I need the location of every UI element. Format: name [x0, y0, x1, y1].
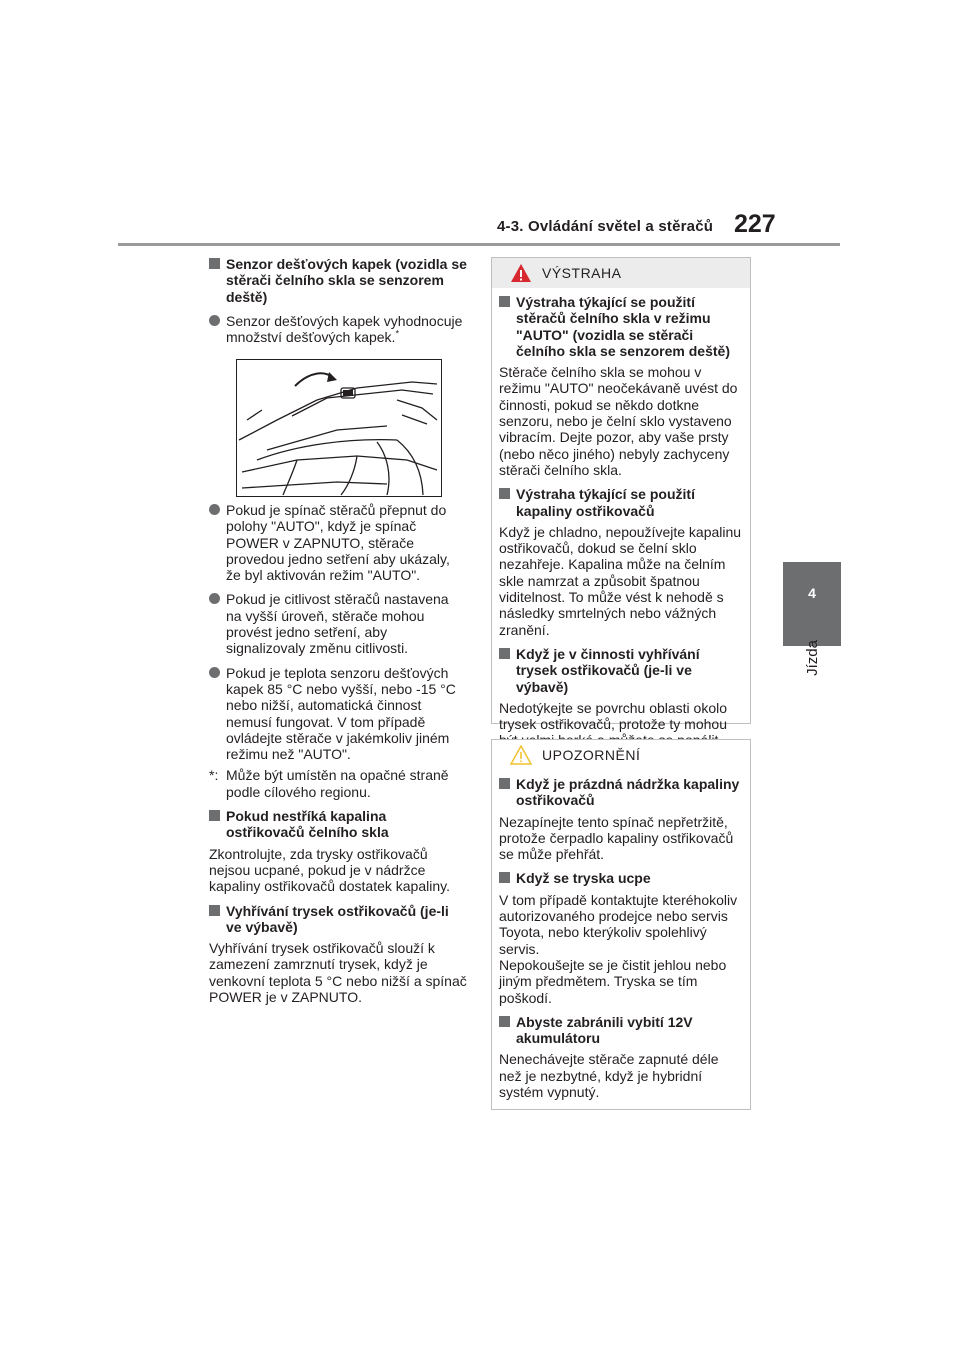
bullet-item: Pokud je spínač stěračů přepnut do polohy "AUTO", když je spínač POWER v ZAPNUTO, stěrače provedou jedno setření aby ukázaly, že byl aktivován režim "AUTO". — [209, 502, 467, 583]
warning-heading: Výstraha týkající se použití kapaliny ostřikovačů — [499, 486, 743, 519]
notice-paragraph: V tom případě kontaktujte kteréhokoliv autorizovaného prodejce nebo servis Toyota, nebo kterýkoliv spolehlivý servis. — [499, 891, 738, 957]
notice-content — [499, 776, 743, 1100]
square-bullet-icon — [209, 258, 220, 269]
round-bullet-icon — [209, 593, 220, 604]
square-bullet-icon — [499, 1016, 510, 1027]
warning-header — [492, 258, 750, 288]
heading-nozzle-heating: Vyhřívání trysek ostřikovačů (je-li ve výbavě) — [209, 903, 467, 936]
warning-heading: Když je v činnosti vyhřívání trysek ostřikovačů (je-li ve výbavě) — [499, 646, 743, 695]
notice-header — [492, 740, 750, 770]
chapter-label: Jízda — [804, 640, 821, 676]
warning-paragraph: Stěrače čelního skla se mohou v režimu "AUTO" neočekávaně uvést do činnosti, pokud se někdo dotkne senzoru, nebo je čelní sklo vystaveno vibracím. Dejte pozor, aby vaše prsty (nebo něco jiného) nebyly zachyceny stěrači čelního skla. — [499, 364, 738, 478]
round-bullet-icon — [209, 504, 220, 515]
warning-title: VÝSTRAHA — [542, 265, 622, 281]
square-bullet-icon — [499, 296, 510, 307]
warning-triangle-icon — [510, 263, 532, 283]
round-bullet-icon — [209, 315, 220, 326]
warning-box — [491, 257, 751, 733]
footnote: *: Může být umístěn na opačné straně podle cílového regionu. — [209, 767, 449, 800]
car-windshield-sensor-icon — [237, 360, 441, 496]
notice-box — [491, 739, 751, 1110]
header-divider — [118, 243, 840, 246]
chapter-number: 4 — [808, 585, 816, 601]
notice-paragraph: Nenechávejte stěrače zapnuté déle než je nezbytné, když je hybridní systém vypnutý. — [499, 1051, 719, 1101]
bullet-item: Pokud je teplota senzoru dešťových kapek 85 °C nebo vyšší, nebo -15 °C nebo nižší, automatická činnost nemusí fungovat. V tom případě ovládejte stěrače v jakémkoliv jiném režimu než "AUTO". — [209, 665, 467, 763]
warning-paragraph: Nedotýkejte se povrchu oblasti okolo trysek ostřikovačů, protože ty mohou — [499, 699, 728, 733]
notice-paragraph: Nepokoušejte se je čistit jehlou nebo jiným předmětem. Tryska se tím poškodí. — [499, 956, 727, 1006]
heading-washer-fluid: Pokud nestříká kapalina ostřikovačů čelního skla — [209, 808, 467, 841]
warning-content — [499, 294, 743, 749]
windshield-illustration — [236, 359, 442, 497]
bullet-item: Pokud je citlivost stěračů nastavena na vyšší úroveň, stěrače mohou provést jedno setření, aby signalizovaly změnu citlivosti. — [209, 591, 467, 656]
square-bullet-icon — [499, 872, 510, 883]
square-bullet-icon — [209, 810, 220, 821]
paragraph: Vyhřívání trysek ostřikovačů slouží k zamezení zamrznutí trysek, když je venkovní teplota 5 °C nebo nižší a spínač POWER je v ZAPNUTO. — [209, 940, 467, 1006]
notice-heading: Abyste zabránili vybití 12V akumulátoru — [499, 1014, 743, 1047]
notice-title: UPOZORNĚNÍ — [542, 747, 641, 763]
square-bullet-icon — [499, 778, 510, 789]
bullet-item: Senzor dešťových kapek vyhodnocuje množství dešťových kapek.* — [209, 313, 467, 346]
left-column-bottom — [209, 502, 467, 1005]
section-title: 4-3. Ovládání světel a stěračů — [497, 218, 714, 235]
chapter-tab — [783, 562, 841, 646]
warning-paragraph: Když je chladno, nepoužívejte kapalinu ostřikovačů, dokud se čelní sklo nezahřeje. Kapalina může na čelním skle namrzat a způsobit špatnou viditelnost. To může vést k nehodě s následky smrtelných nebo vážných zranění. — [499, 523, 742, 638]
notice-heading: Když je prázdná nádržka kapaliny ostřikovačů — [499, 776, 743, 809]
round-bullet-icon — [209, 667, 220, 678]
square-bullet-icon — [499, 488, 510, 499]
heading-rain-sensor: Senzor dešťových kapek (vozidla se stěrači čelního skla se senzorem deště) — [209, 256, 467, 305]
warning-heading: Výstraha týkající se použití stěračů čelního skla v režimu "AUTO" (vozidla se stěrači čelního skla se senzorem deště) — [499, 294, 743, 359]
notice-heading: Když se tryska ucpe — [499, 870, 743, 886]
left-column-top — [209, 256, 467, 345]
square-bullet-icon — [499, 648, 510, 659]
page-number: 227 — [734, 210, 776, 238]
paragraph: Zkontrolujte, zda trysky ostřikovačů nejsou ucpané, pokud je v nádržce kapaliny ostřikovačů dostatek kapaliny. — [209, 845, 450, 895]
notice-paragraph: Nezapínejte tento spínač nepřetržitě, protože čerpadlo kapaliny ostřikovačů se může přehřát. — [499, 813, 734, 863]
square-bullet-icon — [209, 905, 220, 916]
caution-triangle-icon — [510, 745, 532, 765]
